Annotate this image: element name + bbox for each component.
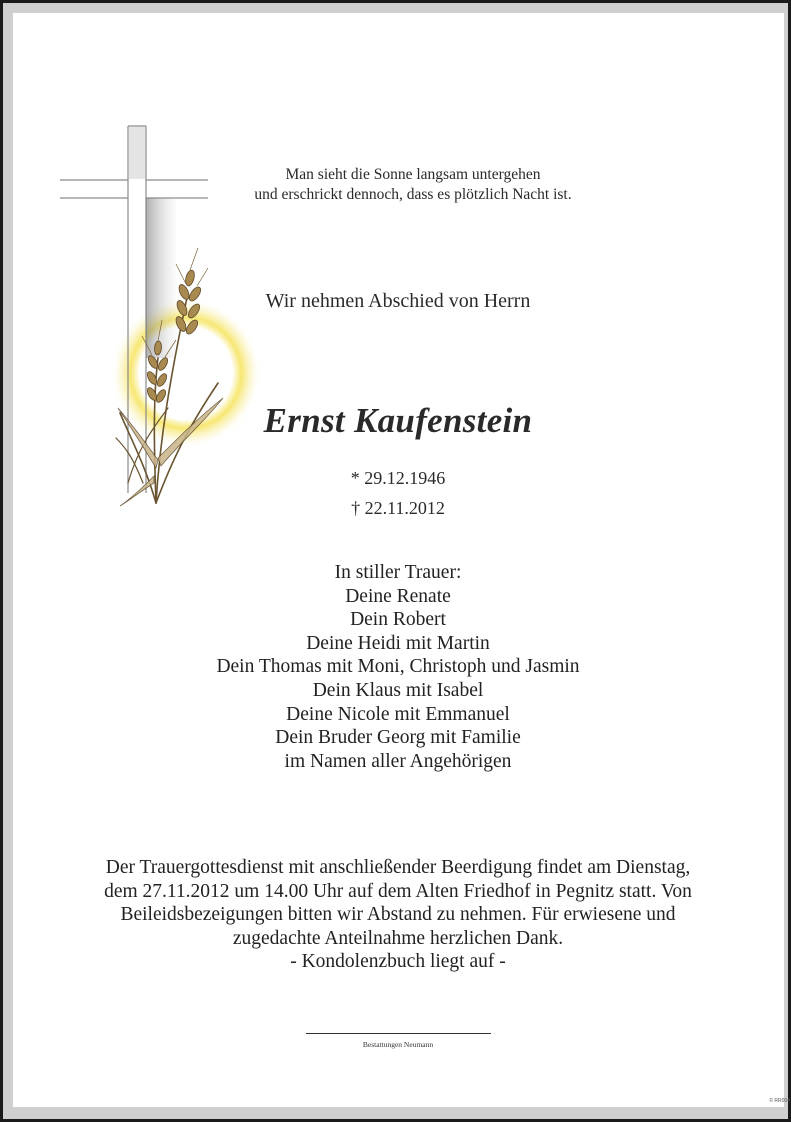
quote-line-2: und erschrickt dennoch, dass es plötzlich Nacht ist. [254,186,572,203]
mourners-heading: In stiller Trauer: [334,562,462,583]
service-line: zugedachte Anteilnahme herzlichen Dank. [232,927,564,949]
quote [213,165,613,205]
obituary-page [13,13,790,1107]
farewell-intro: Wir nehmen Abschied von Herrn [265,290,531,312]
funeral-home-name: Bestattungen Neumann [362,1040,434,1049]
mourner-line: Dein Bruder Georg mit Familie [275,727,521,749]
copyright-mark: © RR004 [769,1098,790,1104]
page-frame [3,3,788,1119]
mourner-line: Deine Nicole mit Emmanuel [286,703,510,725]
mourner-line: Dein Robert [350,609,446,631]
deceased-name: Ernst Kaufenstein [263,401,533,440]
signature-line [306,1033,491,1034]
mourner-line: im Namen aller Angehörigen [284,750,512,772]
mourner-line: Dein Thomas mit Moni, Christoph und Jasmin [216,656,580,678]
condolence-book-note: - Kondolenzbuch liegt auf - [290,951,506,973]
cross-shade [146,198,176,358]
service-line: Beileidsbezeigungen bitten wir Abstand zu nehmen. Für erwiesene und [120,904,676,926]
mourner-line: Deine Renate [345,585,451,607]
birth-date: * 29.12.1946 [350,468,446,488]
quote-line-1: Man sieht die Sonne langsam untergehen [285,166,541,183]
service-announcement [53,856,743,974]
mourner-line: Dein Klaus mit Isabel [312,679,484,701]
service-line: Der Trauergottesdienst mit anschließender Beerdigung findet am Dienstag, [105,857,691,878]
mourners-list [113,561,683,773]
death-date: † 22.11.2012 [351,498,445,518]
mourner-line: Deine Heidi mit Martin [306,632,490,654]
service-line: dem 27.11.2012 um 14.00 Uhr auf dem Alten Friedhof in Pegnitz statt. Von [104,880,692,902]
life-dates [198,463,598,523]
